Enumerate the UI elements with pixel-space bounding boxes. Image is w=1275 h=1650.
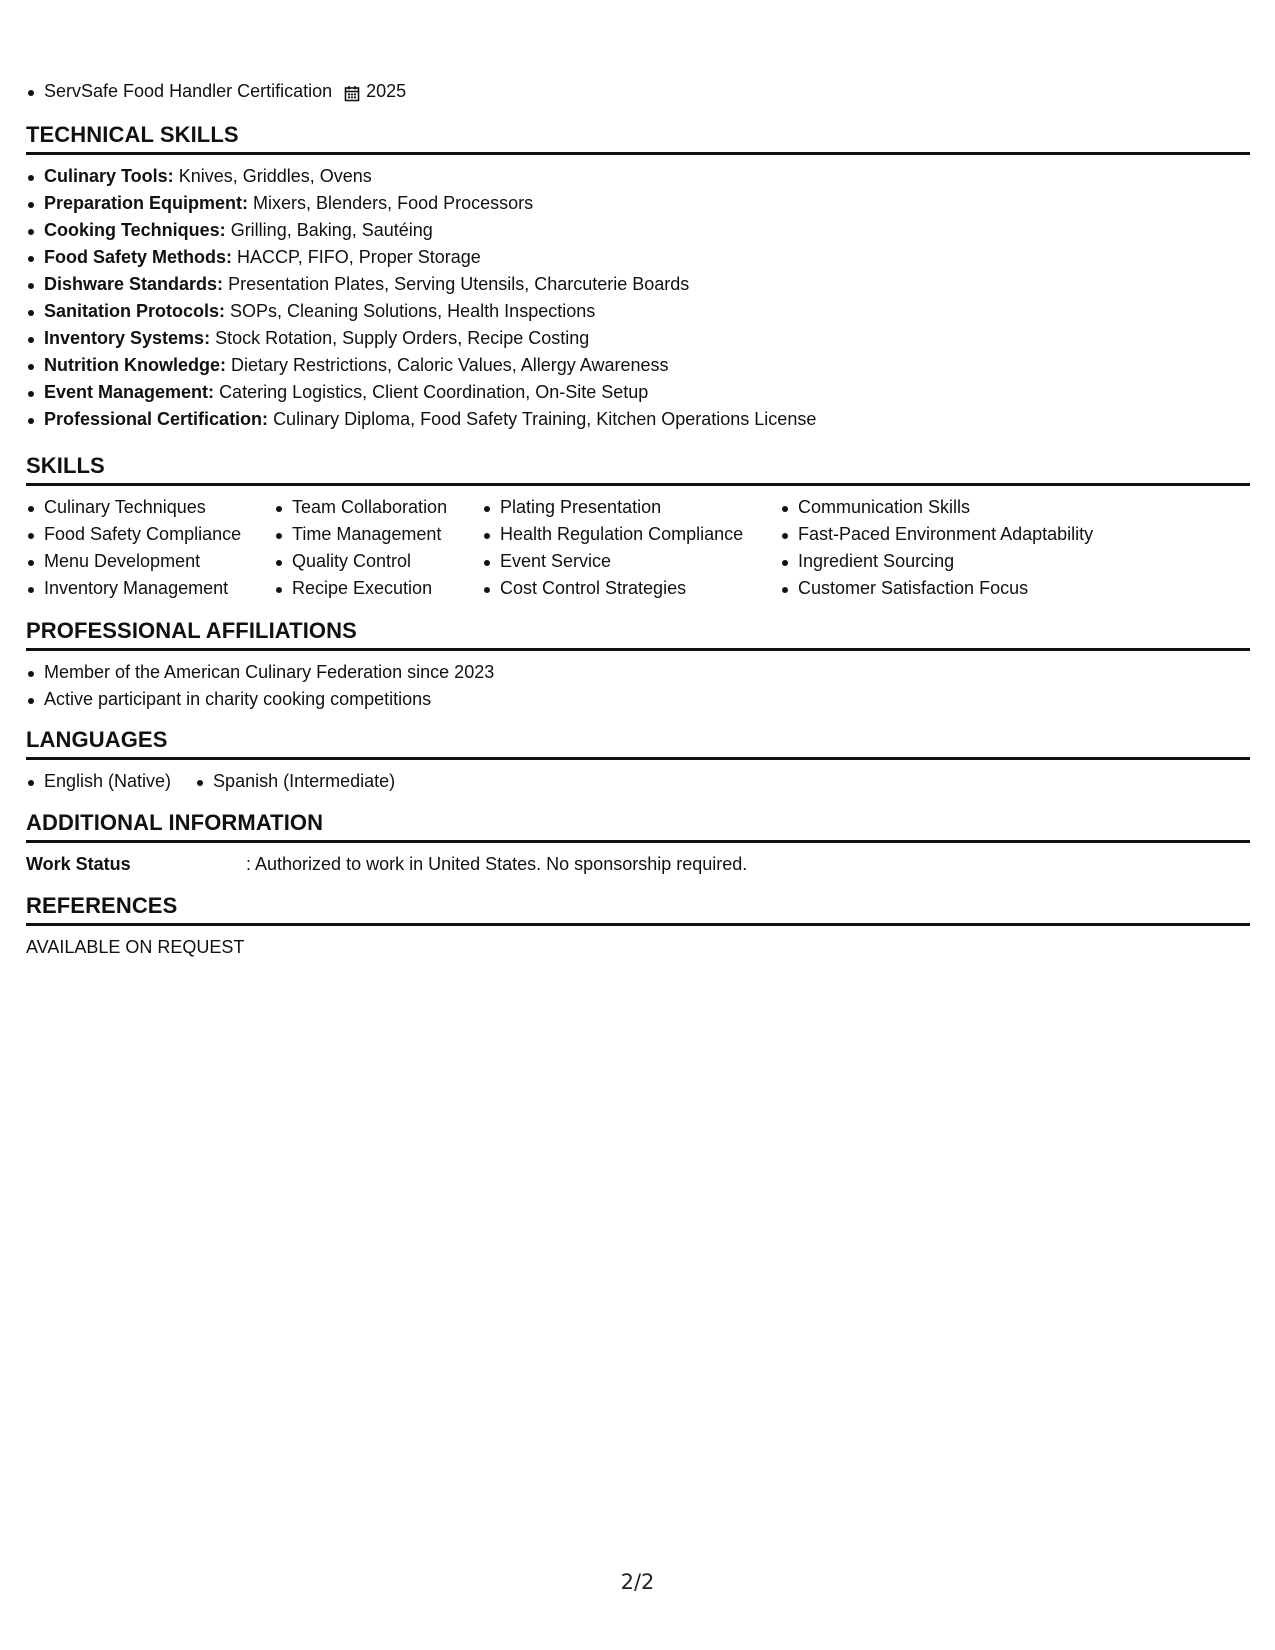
skill-label: Dishware Standards: xyxy=(44,274,224,294)
list-item xyxy=(26,325,1250,352)
page-number: 2/2 xyxy=(620,1570,655,1594)
list-item: Culinary Techniques xyxy=(26,494,274,521)
list-item xyxy=(26,352,1250,379)
skills-section xyxy=(26,453,1250,602)
skills-column xyxy=(482,494,780,602)
list-item: Spanish (Intermediate) xyxy=(195,768,395,795)
list-item xyxy=(26,78,406,105)
section-title: PROFESSIONAL AFFILIATIONS xyxy=(26,618,1250,651)
references-section xyxy=(26,893,1250,961)
certification-year: 2025 xyxy=(366,81,407,101)
list-item: Recipe Execution xyxy=(274,575,482,602)
skill-label: Culinary Tools: xyxy=(44,166,174,186)
technical-skills-section xyxy=(26,122,1250,433)
certification-list xyxy=(26,78,406,105)
list-item: Fast-Paced Environment Adaptability xyxy=(780,521,1180,548)
additional-info-section xyxy=(26,810,1250,878)
work-status-value: : Authorized to work in United States. No sponsorship required. xyxy=(246,854,748,874)
list-item: Quality Control xyxy=(274,548,482,575)
list-item: Ingredient Sourcing xyxy=(780,548,1180,575)
list-item xyxy=(26,406,1250,433)
list-item: Team Collaboration xyxy=(274,494,482,521)
skill-label: Inventory Systems: xyxy=(44,328,211,348)
list-item xyxy=(26,298,1250,325)
affiliations-section xyxy=(26,618,1250,713)
skill-value: Culinary Diploma, Food Safety Training, Kitchen Operations License xyxy=(273,409,817,429)
list-item: Active participant in charity cooking competitions xyxy=(26,686,1250,713)
section-title: SKILLS xyxy=(26,453,1250,486)
list-item xyxy=(26,190,1250,217)
skill-value: Grilling, Baking, Sautéing xyxy=(230,220,433,240)
languages-section xyxy=(26,727,1250,795)
list-item: Inventory Management xyxy=(26,575,274,602)
skill-value: HACCP, FIFO, Proper Storage xyxy=(237,247,481,267)
section-title: ADDITIONAL INFORMATION xyxy=(26,810,1250,843)
list-item: Member of the American Culinary Federation since 2023 xyxy=(26,659,1250,686)
list-item xyxy=(26,217,1250,244)
calendar-icon xyxy=(344,83,360,100)
skill-value: Stock Rotation, Supply Orders, Recipe Costing xyxy=(215,328,590,348)
list-item xyxy=(26,271,1250,298)
skill-value: Presentation Plates, Serving Utensils, Charcuterie Boards xyxy=(228,274,690,294)
skill-value: Mixers, Blenders, Food Processors xyxy=(253,193,534,213)
skill-label: Cooking Techniques: xyxy=(44,220,226,240)
skills-column xyxy=(274,494,482,602)
work-status-label: Work Status xyxy=(26,854,131,874)
work-status-row xyxy=(26,851,1250,878)
skill-value: SOPs, Cleaning Solutions, Health Inspections xyxy=(230,301,596,321)
list-item xyxy=(26,163,1250,190)
certification-name: ServSafe Food Handler Certification xyxy=(44,81,333,101)
list-item: Plating Presentation xyxy=(482,494,780,521)
references-text: AVAILABLE ON REQUEST xyxy=(26,937,245,957)
skill-label: Nutrition Knowledge: xyxy=(44,355,226,375)
skill-label: Professional Certification: xyxy=(44,409,269,429)
list-item: Time Management xyxy=(274,521,482,548)
languages-list xyxy=(26,768,1250,795)
list-item xyxy=(26,379,1250,406)
list-item: Event Service xyxy=(482,548,780,575)
skill-label: Event Management: xyxy=(44,382,215,402)
certification-section xyxy=(26,78,406,105)
skill-value: Knives, Griddles, Ovens xyxy=(178,166,372,186)
section-title: TECHNICAL SKILLS xyxy=(26,122,1250,155)
list-item: English (Native) xyxy=(26,768,171,795)
section-title: REFERENCES xyxy=(26,893,1250,926)
list-item: Menu Development xyxy=(26,548,274,575)
skill-label: Sanitation Protocols: xyxy=(44,301,226,321)
skills-column xyxy=(26,494,274,602)
technical-skills-list xyxy=(26,163,1250,433)
list-item: Health Regulation Compliance xyxy=(482,521,780,548)
skills-column xyxy=(780,494,1180,602)
skill-label: Food Safety Methods: xyxy=(44,247,232,267)
skill-label: Preparation Equipment: xyxy=(44,193,249,213)
list-item: Cost Control Strategies xyxy=(482,575,780,602)
list-item: Food Safety Compliance xyxy=(26,521,274,548)
skill-value: Catering Logistics, Client Coordination, On-Site Setup xyxy=(219,382,649,402)
skill-value: Dietary Restrictions, Caloric Values, Allergy Awareness xyxy=(231,355,669,375)
skills-grid xyxy=(26,494,1250,602)
section-title: LANGUAGES xyxy=(26,727,1250,760)
list-item: Customer Satisfaction Focus xyxy=(780,575,1180,602)
list-item: Communication Skills xyxy=(780,494,1180,521)
affiliations-list xyxy=(26,659,1250,713)
list-item xyxy=(26,244,1250,271)
